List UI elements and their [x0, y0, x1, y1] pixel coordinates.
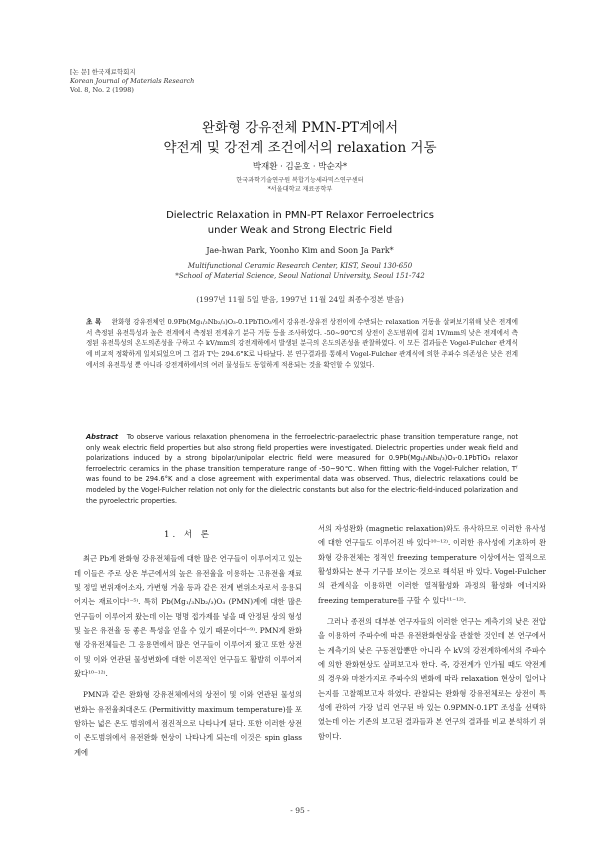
intro-paragraph-2-continued: 서의 자성완화 (magnetic relaxation)와도 유사하므로 이러한 유사성에 대한 연구들도 이루어진 바 있다¹⁰⁻¹²⁾. 이러한 유사성에 기초하여 완화형 강유전체는 정적인 freezing temperature 이상에서는 열적으로 활성화되는 분극 기구를 보이는 것으로 해석된 바 있다. Vogel-Fulcher의 관계식을 이용하면 이러한 열적활성화 과정의 활성화 에너지와 freezing temperature를 구할 수 있다¹¹⁻¹²⁾.	[318, 524, 546, 605]
journal-english-name: Korean Journal of Materials Research	[70, 77, 195, 85]
english-affiliation-2: *School of Material Science, Seoul National University, Seoul 151-742	[175, 272, 425, 280]
english-abstract-label: Abstract	[86, 433, 119, 441]
korean-authors: 박재환 · 김윤호 · 박순자*	[252, 162, 348, 172]
english-affiliations	[0, 261, 600, 281]
intro-paragraph-2: PMN과 같은 완화형 강유전체에서의 상전이 및 이와 연관된 물성의 변화는 유전율최대온도 (Permitivitty maximum temperature)를 포함하는 넓은 온도 범위에서 점진적으로 나타나게 된다. 또한 이러한 상전이 온도범위에서 유전완화 현상이 나타나게 되는데 이것은 spin glass계에	[74, 690, 302, 757]
korean-title	[0, 118, 600, 158]
english-authors: Jae-hwan Park, Yoonho Kim and Soon Ja Park*	[206, 246, 394, 255]
korean-title-line1: 완화형 강유전체 PMN-PT계에서	[201, 120, 399, 136]
journal-korean-name: [논 문] 한국재료학회지	[70, 68, 136, 76]
body-right-column	[318, 522, 546, 744]
journal-header	[70, 68, 194, 95]
intro-paragraph-1: 최근 Pb계 완화형 강유전체들에 대한 많은 연구들이 이루어지고 있는데 이들은 주로 상온 부근에서의 높은 유전율을 이용하는 고유전율 재료 및 정밀 변위재어소자, 가변형 거울 등과 같은 전계 변위소자로서 응용되어지는 재료이다¹⁻⁵⁾. 특히 Pb(Mg₁/₃Nb₂/₃)O₃ (PMN)계에 대한 많은 연구들이 이루어져 왔는데 이는 명명 접가제를 넣을 때 안정된 상의 형성 및 높은 유전율 등 좋은 특성을 얻을 수 있기 때문이다⁶⁻⁹⁾. PMN계 완화형 강유전체들은 그 응용면에서 많은 연구들이 이루어져 왔고 또한 상전이 및 이와 연관된 물성변화에 대한 이론적인 연구들도 활발히 이루어져 왔다¹⁰⁻¹²⁾.	[74, 554, 302, 679]
english-title-line2: under Weak and Strong Electric Field	[207, 225, 393, 236]
received-dates: (1997년 11월 5일 받음, 1997년 11월 24일 최종수정본 받음)	[196, 295, 404, 304]
english-affiliation-1: Multifunctional Ceramic Research Center, KIST, Seoul 130-650	[187, 262, 413, 270]
korean-abstract-label: 초 록	[86, 318, 102, 326]
english-title-line1: Dielectric Relaxation in PMN-PT Relaxor Ferroelectrics	[166, 210, 434, 221]
body-left-column	[74, 526, 302, 760]
intro-paragraph-3: 그러나 종전의 대부분 연구자들의 이러한 연구는 계측기의 낮은 전압을 이용하여 주파수에 따른 유전완화현상을 관찰한 것인데 본 연구에서는 계측기의 낮은 구동전압뿐만 아니라 수 kV의 강전계하에서의 주파수에 의한 완화현상도 살펴보고자 한다. 즉, 강전계가 인가될 때도 약전계의 경우와 마찬가지로 주파수의 변화에 따라 relaxation 현상이 일어나는지를 고찰해보고자 하였다. 관찰되는 완화형 강유전체로는 상전이 특성에 관하여 가장 널리 연구된 바 있는 0.9PMN-0.1PT 조성을 선택하였는데 이는 기존의 보고된 결과들과 본 연구의 결과를 비교 분석하기 위함이다.	[318, 617, 546, 741]
korean-title-line2: 약전계 및 강전계 조건에서의 relaxation 거동	[163, 140, 437, 156]
korean-affiliation-1: 한국과학기술연구원 복합기능세라믹스연구센터	[236, 177, 364, 184]
section-title: 1. 서 론	[164, 530, 212, 540]
korean-affiliations	[0, 176, 600, 194]
korean-abstract-text: 완화형 강유전체인 0.9Pb(Mg₁/₃Nb₂/₃)O₃-0.1PbTiO₃에서 강유전-상유전 상전이에 수반되는 relaxation 거동을 살펴보기위해 낮은 전계에서 측정된 유전특성과 높은 전계에서 측정된 전계유기 분극 거동 등을 조사하였다. -50~90℃의 상전이 온도범위에 걸쳐 1V/mm의 낮은 전계에서 측정된 유전특성의 온도의존성을 구하고 수 kV/mm의 강전계하에서 발생된 분극의 온도의존성을 관찰하였다. 이 모든 결과들은 Vogel-Fulcher 관계식에 비교적 정확하게 일치되었으며 그 결과 Tᶠ는 294.6°K로 나타났다. 본 연구결과를 통해서 Vogel-Fulcher 관계식에 의한 주파수 의존성은 낮은 전계에서의 유전특성 뿐 아니라 강전계하에서의 여러 물성들도 동일하게 적용되는 것을 확인할 수 있었다.	[86, 318, 518, 369]
journal-volume: Vol. 8, No. 2 (1998)	[70, 86, 134, 94]
english-title	[0, 208, 600, 238]
english-abstract	[86, 432, 518, 506]
page-number: - 95 -	[290, 806, 310, 815]
korean-affiliation-2: *서울대학교 재료공학부	[267, 186, 333, 193]
english-abstract-text: To observe various relaxation phenomena in the ferroelectric-paraelectric phase transition temperature range, not only weak electric field properties but also strong field properties were investigated. Dielectric properties under weak field and polarizations induced by a strong bipolar/unipolar electric field were measured for 0.9Pb(Mg₁/₃Nb₂/₃)O₃-0.1PbTiO₃ relaxor ferroelectric ceramics in the phase transition temperature range of -50~90℃. When fitting with the Vogel-Fulcher relation, Tᶠ was found to be 294.6°K and a close agreement with experimental data was observed. Thus, dielectric relaxations could be modeled by the Vogel-Fulcher relation not only for the dielectric constants but also for the electric-field-induced polarization and the pyroelectric properties.	[86, 433, 518, 505]
korean-abstract	[86, 317, 518, 371]
